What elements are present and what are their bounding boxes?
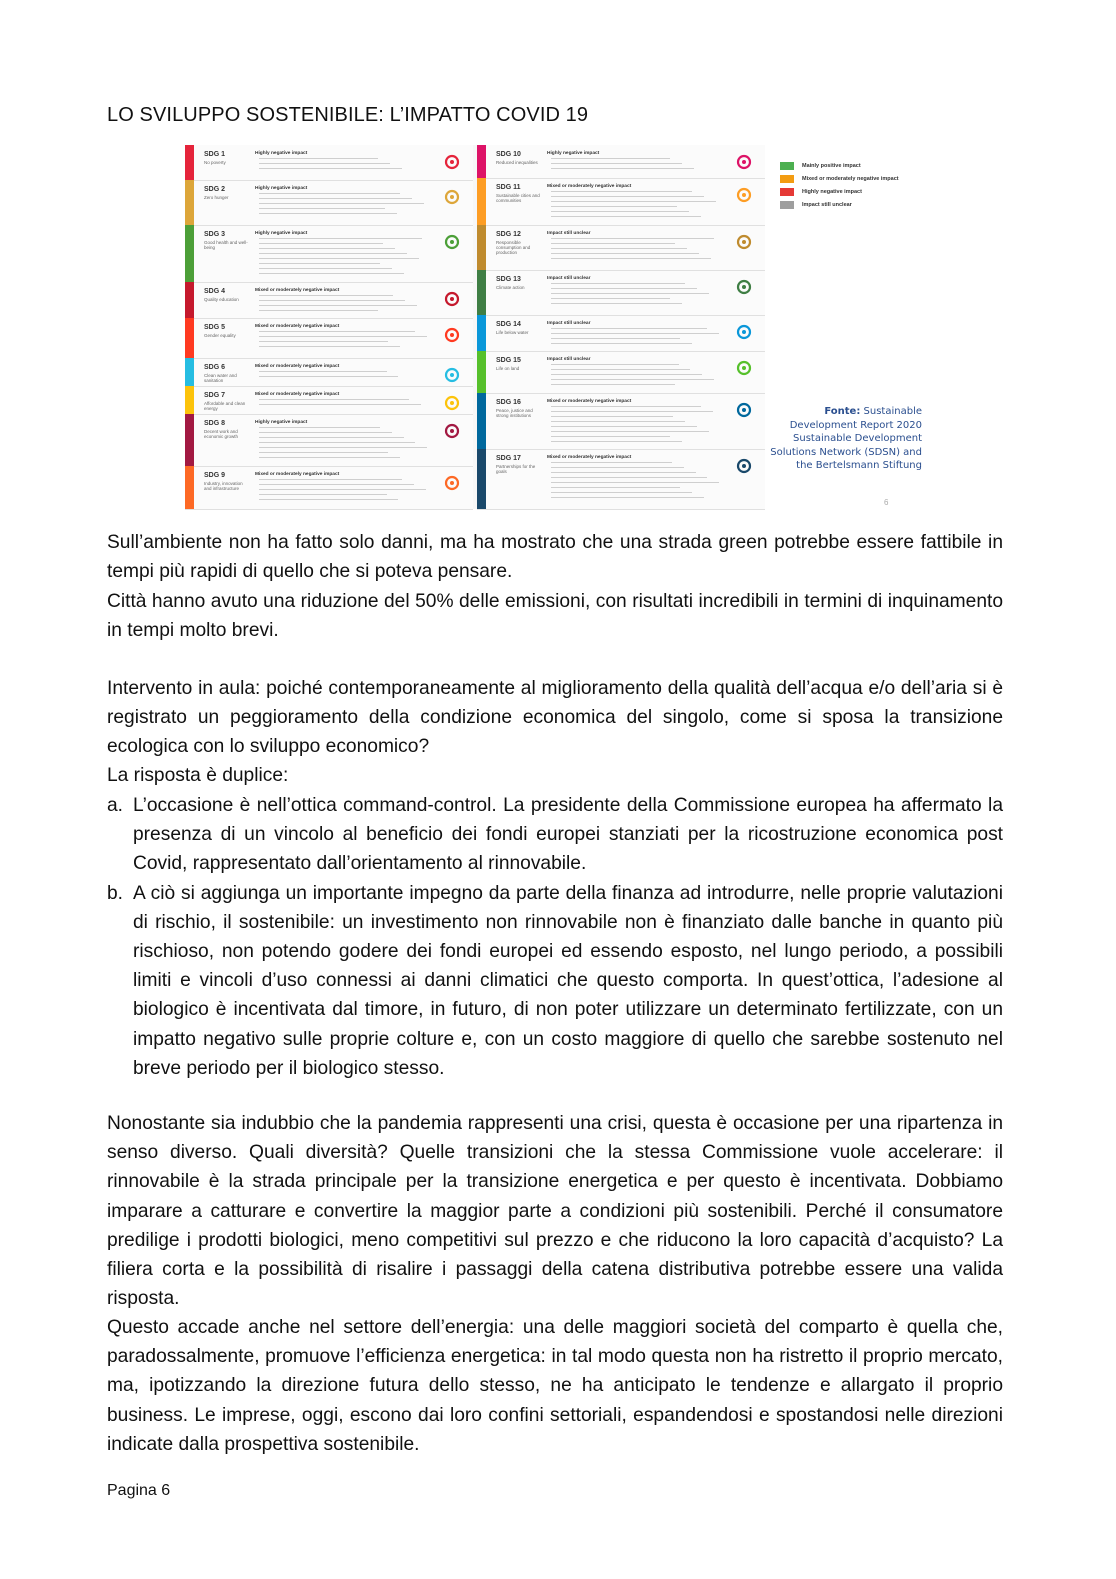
bowl-icon — [443, 188, 461, 206]
sdg-code: SDG 1 — [204, 151, 226, 158]
sdg-goal-label: Responsible consumption and production — [496, 240, 531, 255]
sdg-row — [477, 270, 765, 316]
sdg-impact-bar — [185, 180, 194, 225]
legend-item — [780, 160, 920, 172]
sdg-impact-bar — [477, 449, 486, 509]
sdg-impact-label: Mixed or moderately negative impact — [255, 364, 340, 369]
water-icon — [443, 366, 461, 384]
sdg-impact-bar — [185, 466, 194, 509]
cubes-icon — [443, 474, 461, 492]
sdg-row — [477, 225, 765, 271]
legend-label: Mainly positive impact — [802, 163, 861, 169]
sdg-code: SDG 11 — [496, 184, 521, 191]
paragraph-4: La risposta è duplice: — [107, 765, 289, 786]
sdg-impact-bar — [477, 315, 486, 351]
sdg-impact-label: Mixed or moderately negative impact — [255, 324, 340, 329]
source-text: Sustainable Development Report 2020 Sustainable Development Solutions Network (SDSN) and the Bertelsmann Stiftung — [770, 406, 922, 471]
list-item — [107, 879, 1003, 1083]
dove-icon — [735, 401, 753, 419]
sdg-row — [185, 318, 473, 359]
sdg-row — [477, 178, 765, 226]
page-title: LO SVILUPPO SOSTENIBILE: L’IMPATTO COVID 19 — [107, 104, 589, 126]
sdg-code: SDG 2 — [204, 186, 226, 193]
sdg-impact-bar — [185, 358, 194, 386]
paragraph-2: Città hanno avuto una riduzione del 50% delle emissioni, con risultati incredibili in termini di inquinamento in tempi molto brevi. — [107, 591, 1003, 642]
fish-icon — [735, 323, 753, 341]
sdg-code: SDG 12 — [496, 231, 521, 238]
sdg-row — [185, 225, 473, 283]
sdg-code: SDG 9 — [204, 472, 226, 479]
list-item — [107, 791, 1003, 879]
sdg-code: SDG 8 — [204, 420, 226, 427]
sdg-row — [185, 414, 473, 467]
paragraph-1: Sull’ambiente non ha fatto solo danni, ma ha mostrato che una strada green potrebbe essere fattibile in tempi più rapidi di quello che si poteva pensare. — [107, 532, 1003, 583]
sdg-impact-figure — [185, 145, 765, 509]
sdg-impact-bar — [185, 145, 194, 180]
legend-swatch — [780, 175, 794, 183]
sdg-impact-bar — [477, 145, 486, 178]
growth-chart-icon — [443, 422, 461, 440]
sdg-code: SDG 16 — [496, 399, 521, 406]
book-icon — [443, 290, 461, 308]
sdg-code: SDG 4 — [204, 288, 226, 295]
list-item-text: L’occasione è nell’ottica command-control. La presidente della Commissione europea ha affermato la presenza di un vincolo al beneficio dei fondi europei stanziati per la ricostruzione economica post Covid, rappresentato dall’orientamento al rinnovabile. — [133, 795, 1003, 875]
sdg-impact-bar — [477, 225, 486, 270]
sdg-code: SDG 3 — [204, 231, 226, 238]
legend-item — [780, 173, 920, 185]
legend-swatch — [780, 188, 794, 196]
sdg-goal-label: Reduced inequalities — [496, 160, 538, 165]
source-label: Fonte: — [824, 406, 861, 417]
sdg-goal-label: Sustainable cities and communities — [496, 193, 540, 203]
impact-legend — [780, 160, 920, 212]
sdg-goal-label: Decent work and economic growth — [204, 429, 239, 439]
sdg-impact-bar — [477, 178, 486, 225]
tree-icon — [735, 359, 753, 377]
sdg-impact-label: Highly negative impact — [255, 231, 308, 236]
sdg-impact-label: Highly negative impact — [255, 420, 308, 425]
people-icon — [443, 153, 461, 171]
legend-label: Mixed or moderately negative impact — [802, 176, 899, 182]
sdg-row — [185, 145, 473, 181]
sdg-impact-label: Impact still unclear — [547, 357, 591, 362]
sdg-goal-label: Clean water and sanitation — [204, 373, 237, 383]
sdg-row — [185, 466, 473, 510]
sdg-column-right — [477, 145, 765, 509]
sdg-row — [477, 315, 765, 352]
legend-item — [780, 186, 920, 198]
sdg-goal-label: Life below water — [496, 330, 529, 335]
sdg-row — [477, 351, 765, 394]
sdg-row — [185, 386, 473, 415]
eye-icon — [735, 278, 753, 296]
sdg-impact-label: Mixed or moderately negative impact — [255, 288, 340, 293]
legend-label: Impact still unclear — [802, 202, 852, 208]
paragraph-5: Nonostante sia indubbio che la pandemia rappresenti una crisi, questa è occasione per una ripartenza in senso diverso. Quali diversità? Quelle transizioni che la stessa Commissione vuole accelerare: il rinnovabile è la strada principale per la transizione energetica e per questo è incentivata. Dobbiamo imparare a catturare e convertire la maggior parte a condizioni più sostenibili. Perché il consumatore predilige i prodotti biologici, meno competitivi sul prezzo e che riducono la loro capacità d’acquisto? La filiera corta e la possibilità di risalire i passaggi della catena distributiva potrebbe essere una valida risposta. — [107, 1113, 1003, 1310]
sdg-goal-label: Good health and well-being — [204, 240, 248, 250]
sdg-goal-label: Quality education — [204, 297, 239, 302]
list-item-text: A ciò si aggiunga un importante impegno da parte della finanza ad introdurre, nelle proprie valutazioni di rischio, il sostenibile: un investimento non rinnovabile non è finanziato dalle banche in quanto più rischioso, non potendo godere dei fondi europei ed essendo esposto, nel lungo periodo, a possibili limiti e vincoli d’uso connessi ai danni climatici che questo comporta. In quest’ottica, l’adesione al biologico è incentivata dal timore, in futuro, di non poter utilizzare un determinato fertilizzate, con un impatto negativo sulle proprie colture e, con un costo maggiore di quello che sarebbe sostenuto nel breve periodo per il biologico stesso. — [133, 882, 1003, 1079]
sdg-goal-label: Industry, innovation and infrastructure — [204, 481, 243, 491]
sdg-impact-bar — [185, 386, 194, 414]
sdg-impact-label: Highly negative impact — [547, 151, 600, 156]
sdg-goal-label: No poverty — [204, 160, 226, 165]
sdg-goal-label: Climate action — [496, 285, 525, 290]
legend-label: Highly negative impact — [802, 189, 862, 195]
sdg-goal-label: Life on land — [496, 366, 520, 371]
paragraph-6: Questo accade anche nel settore dell’energia: una delle maggiori società del comparto è quella che, paradossalmente, promuove l’efficienza energetica: in tal modo questa non ha ristretto il proprio mercato, ma, ipotizzando la direzione futura dello stesso, ne ha anticipato le tendenze e allargato il proprio business. Le imprese, oggi, escono dai loro confini settoriali, espandendosi e spostandosi nelle direzioni indicate dalla prospettiva sostenibile. — [107, 1317, 1003, 1455]
sdg-code: SDG 6 — [204, 364, 226, 371]
sdg-code: SDG 10 — [496, 151, 521, 158]
sdg-impact-bar — [185, 225, 194, 282]
sdg-impact-label: Mixed or moderately negative impact — [547, 184, 632, 189]
gender-icon — [443, 326, 461, 344]
list-marker: a. — [107, 795, 124, 816]
sdg-impact-label: Mixed or moderately negative impact — [255, 392, 340, 397]
equals-icon — [735, 153, 753, 171]
sdg-code: SDG 14 — [496, 321, 521, 328]
figure-source — [770, 405, 922, 473]
legend-swatch — [780, 162, 794, 170]
list-marker: b. — [107, 882, 124, 904]
sdg-impact-bar — [477, 393, 486, 449]
sdg-code: SDG 7 — [204, 392, 226, 399]
sdg-impact-bar — [477, 270, 486, 315]
sdg-impact-label: Mixed or moderately negative impact — [547, 455, 632, 460]
heartbeat-icon — [443, 233, 461, 251]
sdg-row — [185, 282, 473, 319]
sdg-row — [477, 145, 765, 179]
sdg-impact-label: Impact still unclear — [547, 231, 591, 236]
legend-item — [780, 199, 920, 211]
sdg-column-left — [185, 145, 473, 509]
sdg-impact-label: Impact still unclear — [547, 321, 591, 326]
page-footer: Pagina 6 — [107, 1482, 171, 1499]
sdg-goal-label: Partnerships for the goals — [496, 464, 536, 474]
sdg-code: SDG 15 — [496, 357, 521, 364]
sdg-impact-label: Highly negative impact — [255, 151, 308, 156]
sdg-goal-label: Peace, justice and strong institutions — [496, 408, 533, 418]
sdg-impact-label: Mixed or moderately negative impact — [255, 472, 340, 477]
sdg-impact-bar — [185, 318, 194, 358]
sdg-goal-label: Zero hunger — [204, 195, 229, 200]
sun-icon — [443, 394, 461, 412]
sdg-code: SDG 13 — [496, 276, 521, 283]
paragraph-3: Intervento in aula: poiché contemporaneamente al miglioramento della qualità dell’acqua e/o dell’aria si è registrato un peggioramento della condizione economica del singolo, come si sposa la transizione ecologica con lo sviluppo economico? — [107, 678, 1003, 758]
sdg-row — [477, 449, 765, 510]
sdg-impact-label: Highly negative impact — [255, 186, 308, 191]
sdg-impact-bar — [185, 414, 194, 466]
sdg-impact-label: Mixed or moderately negative impact — [547, 399, 632, 404]
sdg-goal-label: Gender equality — [204, 333, 236, 338]
sdg-row — [185, 358, 473, 387]
sdg-impact-bar — [185, 282, 194, 318]
buildings-icon — [735, 186, 753, 204]
sdg-row — [185, 180, 473, 226]
sdg-code: SDG 17 — [496, 455, 521, 462]
sdg-impact-label: Impact still unclear — [547, 276, 591, 281]
sdg-goal-label: Affordable and clean energy — [204, 401, 246, 411]
sdg-impact-bar — [477, 351, 486, 393]
answer-list — [107, 791, 1003, 1083]
sdg-row — [477, 393, 765, 450]
flower-icon — [735, 457, 753, 475]
figure-page-number: 6 — [884, 498, 889, 507]
infinity-icon — [735, 233, 753, 251]
legend-swatch — [780, 201, 794, 209]
sdg-code: SDG 5 — [204, 324, 226, 331]
